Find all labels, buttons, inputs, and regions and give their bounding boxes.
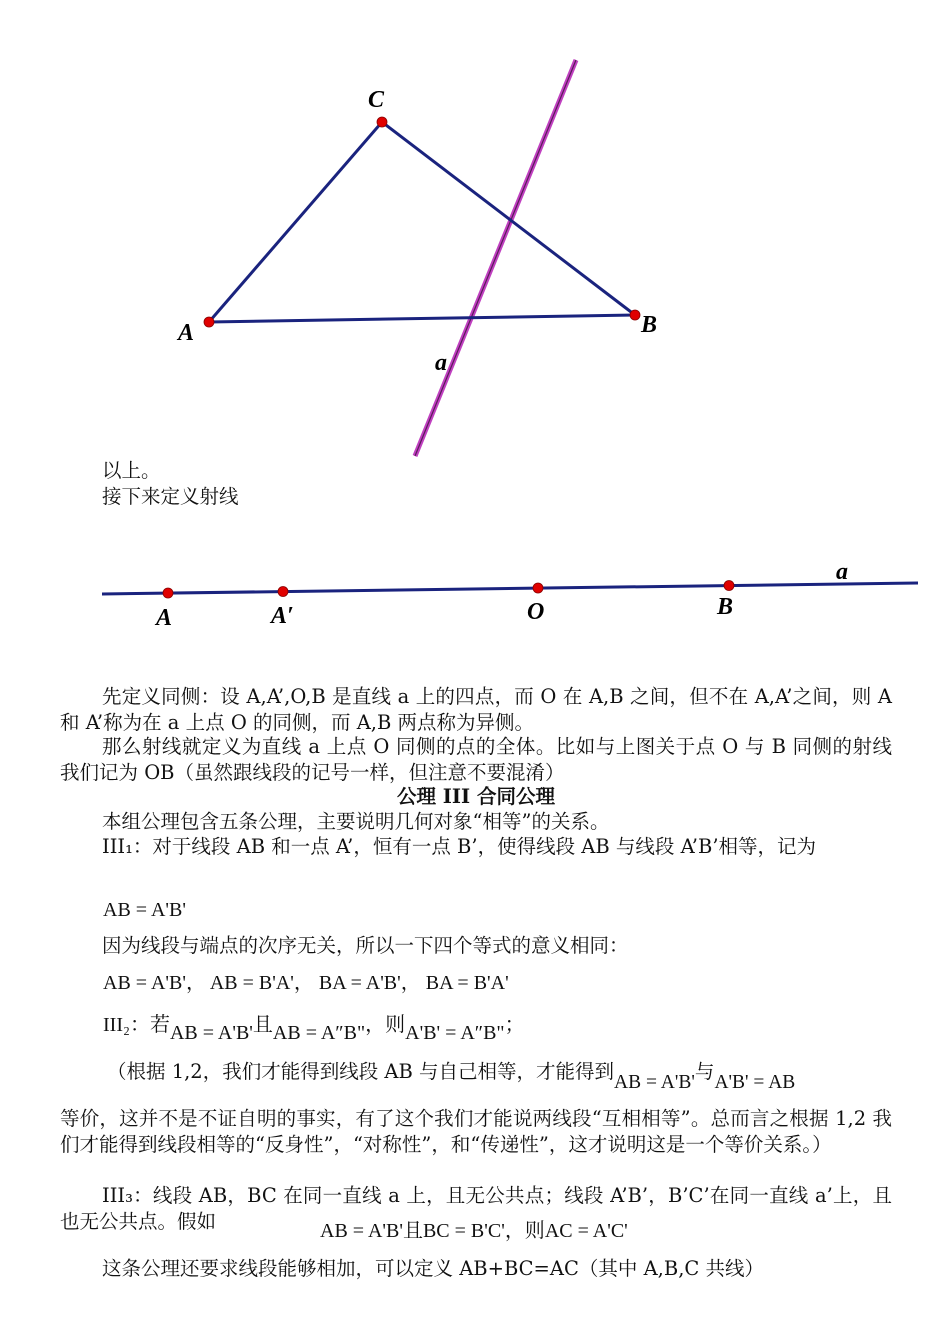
iii2-eq1: AB = A'B' [169,1022,253,1044]
paragraph-intro: 本组公理包含五条公理，主要说明几何对象“相等”的关系。 [102,810,610,833]
paragraph-addition: 这条公理还要求线段能够相加，可以定义 AB+BC=AC（其中 A,B,C 共线） [102,1257,765,1280]
iii2-eq2: AB = A″B" [272,1022,366,1044]
point-O [533,583,543,593]
label-O: O [527,599,545,625]
section-heading: 公理 III 合同公理 [397,785,555,808]
note-eq2: A'B' = AB [714,1072,796,1093]
segment-AB [209,315,635,322]
paragraph-order: 因为线段与端点的次序无关，所以一下四个等式的意义相同： [102,934,629,957]
point-C [377,117,387,127]
segment-CB [382,122,635,315]
paragraph-next: 接下来定义射线 [102,485,239,508]
iii2-and: 且 [252,1014,273,1036]
paragraph-same-side: 先定义同侧：设 A,A’,O,B 是直线 a 上的四点，而 O 在 A,B 之间，但不在 A,A’之间，则 A 和 A’称为在 a 上点 O 的同侧，而 A,B 两点称为异侧。 [60,685,892,734]
paragraph-iii3: III₃：线段 AB，BC 在同一直线 a 上，且无公共点；线段 A’B’，B’C’在同一直线 a’上，且也无公共点。假如 [60,1184,892,1233]
note-yu: 与 [694,1060,715,1083]
line-figure [0,550,950,640]
label-a: a [435,350,447,376]
iii2-then: ，则 [365,1014,406,1036]
iii3-eq2: BC = B'C' [422,1220,505,1242]
note-line [107,1059,907,1093]
note-start: （根据 1,2，我们才能得到线段 AB 与自己相等，才能得到 [107,1060,615,1083]
iii3-and: 且 [402,1220,423,1242]
iii2-prefix: III₂：若 [103,1014,170,1036]
line-a-2 [102,583,918,594]
iii2-eq3: A'B' = A″B" [405,1022,505,1044]
paragraph-ray: 那么射线就定义为直线 a 上点 O 同侧的点的全体。比如与上图关于点 O 与 B 同侧的射线我们记为 OB（虽然跟线段的记号一样，但注意不要混淆） [60,735,892,784]
point-B [630,310,640,320]
equation-ab: AB = A'B' [103,899,186,921]
equation-four: AB = A'B'， AB = B'A'， BA = A'B'， BA = B'A' [103,972,509,994]
label-a-2: a [836,559,848,585]
point-B-2 [724,581,734,591]
triangle-figure [0,50,950,460]
paragraph-iii1: III₁：对于线段 AB 和一点 A’，恒有一点 B’，使得线段 AB 与线段 A’B’相等，记为 [102,835,817,858]
iii3-eq3: AC = A'C' [544,1220,628,1242]
paragraph-note-rest: 等价，这并不是不证自明的事实，有了这个我们才能说两线段“互相相等”。总而言之根据 1,2 我们才能得到线段相等的“反身性”，“对称性”，和“传递性”，这才说明这是一个等价关系。） [60,1107,892,1156]
paragraph-yishang: 以上。 [102,459,161,482]
point-A-prime [278,587,288,597]
point-A [204,317,214,327]
label-B-2: B [717,594,734,620]
iii3-equations [320,1218,628,1244]
note-eq1: AB = A'B' [614,1072,695,1093]
label-A: A [178,320,195,346]
axiom-iii2 [103,1012,525,1044]
point-A-2 [163,588,173,598]
label-A-2: A [156,605,173,631]
iii3-eq1: AB = A'B' [320,1220,403,1242]
label-B: B [641,312,658,338]
iii3-then: ，则 [504,1220,545,1242]
label-C: C [368,87,385,113]
iii2-end: ； [504,1014,525,1036]
label-A-prime: A′ [271,603,294,629]
segment-AC [209,122,382,322]
